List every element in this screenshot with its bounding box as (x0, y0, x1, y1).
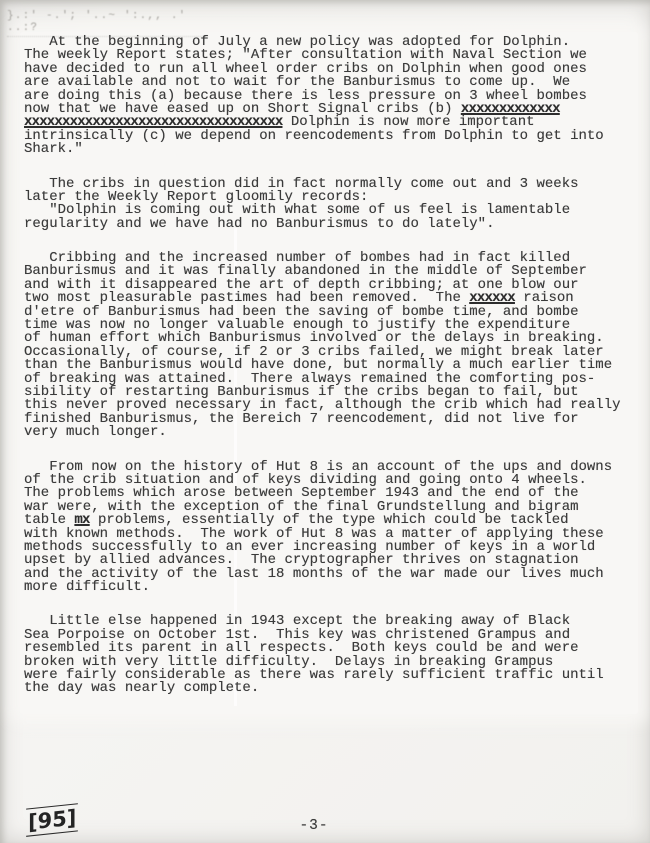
text-line: Occasionally, of course, if 2 or 3 cribs failed, we might break later (24, 343, 604, 360)
overtyped-deletion: xxxxxxxxxxxxx (460, 100, 560, 117)
text-line: war were, with the exception of the final Grundstellung and bigram (24, 498, 579, 515)
text-line: resembled its parent in all respects. Both keys could be and were (24, 640, 579, 657)
paragraph (24, 252, 630, 439)
text-line: Cribbing and the increased number of bombes had in fact killed (24, 250, 571, 267)
page-number: -3- (299, 818, 329, 834)
overtyped-deletion: xxxxxxxxxxxxxxxxxxxxxxxxxxxxxxxxxx (24, 114, 283, 131)
text-line: have decided to run all wheel order cribs on Dolphin when good ones (24, 60, 587, 77)
text-segment: two most pleasurable pastimes had been removed. The (24, 290, 470, 307)
text-line: are doing this (a) because there is less pressure on 3 wheel bombes (24, 87, 587, 104)
text-line: d'etre of Banburismus had been the saving of bombe time, and bombe (24, 303, 579, 320)
faded-header-marks: }.:' -.'; '..~ ':.,, .' ..:? (7, 10, 207, 37)
text-line: Shark." (24, 141, 83, 158)
text-line: "Dolphin is coming out with what some of us feel is lamentable (24, 202, 571, 219)
text-line: Little else happened in 1943 except the breaking away of Black (24, 613, 571, 630)
text-line: time was now no longer valuable enough to justify the expenditure (24, 317, 571, 334)
text-line: and with it disappeared the art of depth cribbing; at one blow our (24, 276, 579, 293)
text-line: are available and not to wait for the Banburismus to come up. We (24, 74, 571, 91)
overtyped-deletion: mx (74, 512, 90, 529)
text-line: broken with very little difficulty. Delays in breaking Grampus (24, 653, 554, 670)
paragraph (24, 615, 630, 695)
text-line: The problems which arose between September 1943 and the end of the (24, 485, 579, 502)
paragraph (24, 36, 630, 157)
text-line: this never proved necessary in fact, although the crib which had really (24, 397, 621, 414)
text-segment: problems, essentially of the type which could be tackled (89, 512, 569, 529)
paragraph (24, 458, 630, 596)
text-line: From now on the history of Hut 8 is an account of the ups and downs (24, 458, 613, 475)
text-line: than the Banburismus would have done, but normally a much earlier time (24, 357, 613, 374)
text-line: the day was nearly complete. (24, 680, 260, 697)
text-line: The weekly Report states; "After consultation with Naval Section we (24, 47, 587, 64)
text-line: and the activity of the last 18 months of the war made our lives much (24, 565, 604, 582)
text-line: of human effort which Banburismus involved or the delays in breaking. (24, 330, 604, 347)
text-line: Banburismus and it was finally abandoned in the middle of September (24, 263, 587, 280)
text-line: finished Banburismus, the Bereich 7 reencodement, did not live for (24, 410, 579, 427)
text-line: more difficult. (24, 579, 151, 596)
text-segment: Dolphin is now more important (282, 114, 535, 131)
text-segment: table (24, 512, 75, 529)
text-segment: raison (514, 290, 574, 307)
text-line: sibility of restarting Banburismus if the cribs began to fail, but (24, 383, 579, 400)
text-line: methods successfully to an ever increasing number of keys in a world (24, 538, 596, 555)
text-line: intrinsically (c) we depend on reencodements from Dolphin to get into (24, 127, 604, 144)
text-line: very much longer. (24, 424, 167, 441)
overtyped-deletion: xxxxxx (469, 290, 515, 307)
text-line: were fairly considerable as there was rarely sufficient traffic until (24, 667, 604, 684)
document-body (24, 36, 630, 717)
text-line: with known methods. The work of Hut 8 was a matter of applying these (24, 525, 604, 542)
archive-folio-number: [95] (26, 803, 78, 837)
text-line: Sea Porpoise on October 1st. This key was christened Grampus and (24, 626, 571, 643)
text-line: of breaking was attained. There always remained the comforting pos- (24, 370, 596, 387)
paragraph (24, 175, 630, 232)
text-line: of the crib situation and of keys dividing and going onto 4 wheels. (24, 471, 587, 488)
text-segment: now that we have eased up on Short Signal cribs (b) (24, 100, 461, 117)
text-line: later the Weekly Report gloomily records: (24, 188, 369, 205)
text-line: The cribs in question did in fact normally come out and 3 weeks (24, 175, 579, 192)
text-line: At the beginning of July a new policy was adopted for Dolphin. (24, 34, 571, 50)
text-line: regularity and we have had no Banburismus to do lately". (24, 215, 495, 232)
text-line: upset by allied advances. The cryptographer thrives on stagnation (24, 552, 579, 569)
